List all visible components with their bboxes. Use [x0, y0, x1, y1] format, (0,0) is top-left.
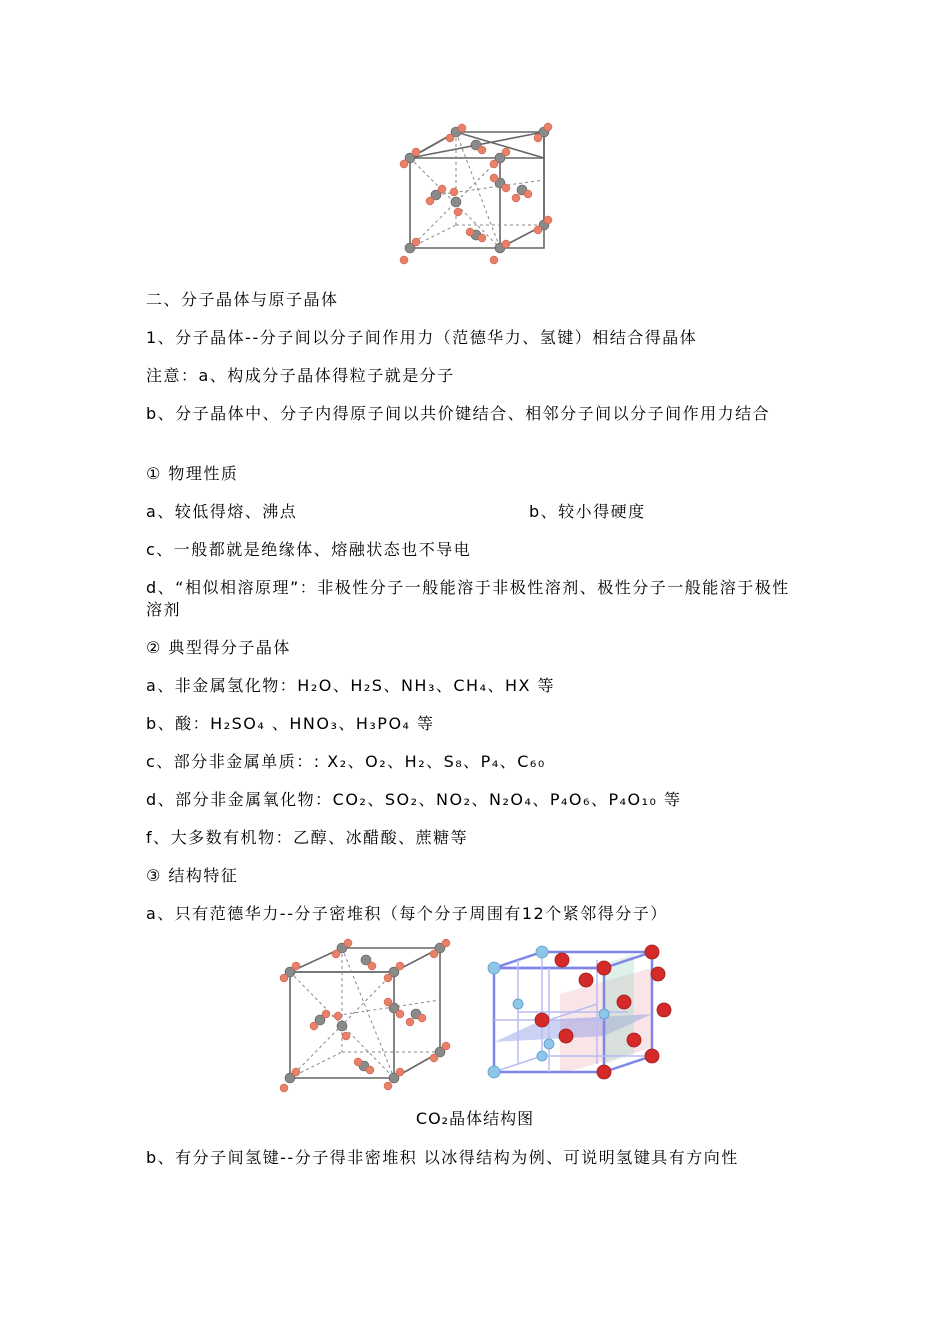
- typical-crystal-c: c、部分非金属单质：: X₂、O₂、H₂、S₈、P₄、C₆₀: [146, 752, 546, 771]
- note-b: b、分子晶体中、分子内得原子间以共价键结合、相邻分子间以分子间作用力结合: [146, 404, 771, 423]
- physical-properties-title: ① 物理性质: [146, 464, 239, 483]
- structure-features-title: ③ 结构特征: [146, 866, 239, 885]
- typical-crystal-d: d、部分非金属氧化物：CO₂、SO₂、NO₂、N₂O₄、P₄O₆、P₄O₁₀ 等: [146, 790, 682, 809]
- note-a: 注意：a、构成分子晶体得粒子就是分子: [146, 366, 455, 385]
- close-packing-figure-right: [484, 944, 680, 1082]
- physical-property-a: a、较低得熔、沸点: [146, 502, 298, 521]
- physical-properties-ab: [146, 501, 806, 523]
- physical-property-b: b、较小得硬度: [529, 502, 646, 521]
- co2-cell-figure-top: [396, 120, 558, 272]
- item-1-molecular-crystal: 1、分子晶体--分子间以分子间作用力（范德华力、氢键）相结合得晶体: [146, 328, 698, 347]
- typical-crystals-title: ② 典型得分子晶体: [146, 638, 291, 657]
- structure-feature-a: a、只有范德华力--分子密堆积（每个分子周围有12个紧邻得分子）: [146, 904, 668, 923]
- figure-caption: CO₂晶体结构图: [415, 1109, 535, 1128]
- close-packing-svg: [484, 944, 680, 1082]
- typical-crystal-a: a、非金属氢化物：H₂O、H₂S、NH₃、CH₄、HX 等: [146, 676, 556, 695]
- physical-property-c: c、一般都就是绝缘体、熔融状态也不导电: [146, 540, 472, 559]
- typical-crystal-b: b、酸：H₂SO₄ 、HNO₃、H₃PO₄ 等: [146, 714, 435, 733]
- co2-cell-left-svg: [276, 938, 456, 1096]
- section-title: 二、分子晶体与原子晶体: [146, 290, 339, 309]
- typical-crystal-f: f、大多数有机物：乙醇、冰醋酸、蔗糖等: [146, 828, 469, 847]
- structure-feature-b: b、有分子间氢键--分子得非密堆积 以冰得结构为例、可说明氢键具有方向性: [146, 1148, 739, 1167]
- co2-cell-figure-left: [276, 938, 456, 1096]
- physical-property-d: d、“相似相溶原理”：非极性分子一般能溶于非极性溶剂、极性分子一般能溶于极性溶剂: [146, 578, 790, 619]
- co2-cell-svg: [396, 120, 558, 272]
